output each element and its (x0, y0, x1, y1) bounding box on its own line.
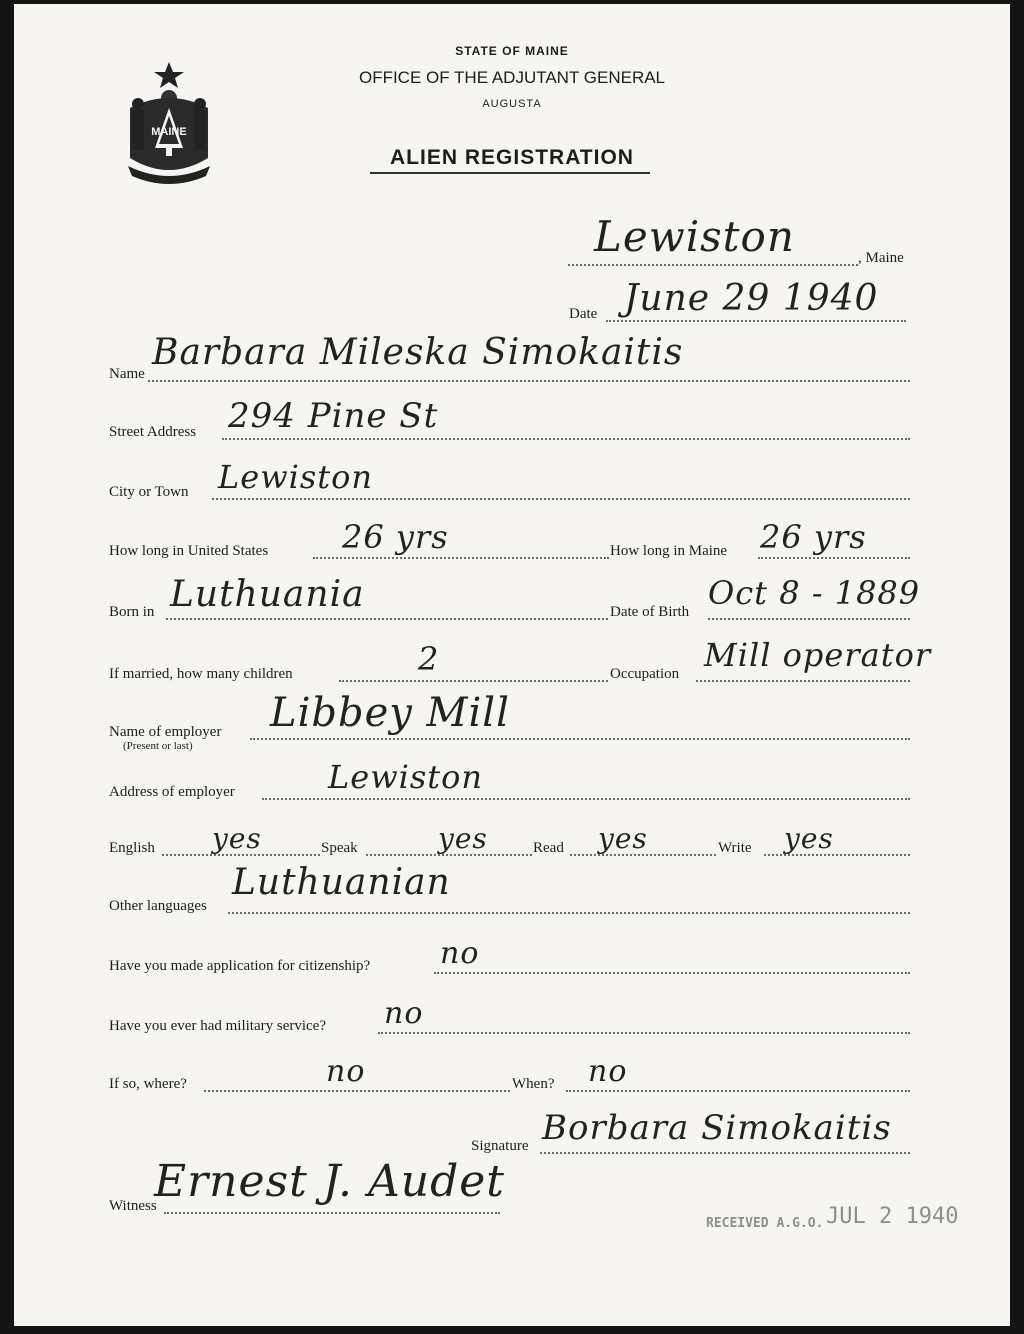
employer-value: Libbey Mill (270, 690, 510, 736)
occupation-value: Mill operator (704, 636, 932, 674)
when-line (566, 1090, 910, 1092)
name-line (148, 380, 910, 382)
other-languages-line (228, 912, 910, 914)
place-line (568, 264, 858, 266)
english-value: yes (212, 822, 262, 855)
read-label: Read (533, 840, 564, 856)
children-label: If married, how many children (109, 666, 293, 682)
witness-label: Witness (109, 1198, 157, 1214)
read-value: yes (598, 822, 648, 855)
dob-line (708, 618, 910, 620)
write-label: Write (718, 840, 752, 856)
born-line (166, 618, 608, 620)
received-stamp-date: JUL 2 1940 (826, 1204, 959, 1229)
title-underline (370, 172, 650, 174)
children-value: 2 (418, 640, 440, 678)
where-value: no (326, 1054, 366, 1089)
city-line (212, 498, 910, 500)
signature-value: Borbara Simokaitis (542, 1108, 892, 1148)
citizenship-label: Have you made application for citizenship? (109, 958, 371, 974)
speak-value: yes (438, 822, 488, 855)
born-label: Born in (109, 604, 155, 620)
signature-line (540, 1152, 910, 1154)
employer-line (250, 738, 910, 740)
years-maine-value: 26 yrs (760, 518, 867, 556)
years-us-line (313, 557, 609, 559)
military-line (378, 1032, 910, 1034)
dob-value: Oct 8 - 1889 (708, 574, 921, 612)
city-heading: AUGUSTA (482, 98, 542, 110)
years-maine-label: How long in Maine (610, 543, 728, 559)
state-heading: STATE OF MAINE (455, 44, 569, 58)
place-suffix: , Maine (858, 250, 904, 266)
employer-label: Name of employer (109, 724, 222, 740)
date-value: June 29 1940 (624, 278, 879, 319)
english-label: English (109, 840, 155, 856)
occupation-label: Occupation (610, 666, 680, 682)
employer-address-label: Address of employer (109, 784, 235, 800)
military-label: Have you ever had military service? (109, 1018, 326, 1034)
when-label: When? (512, 1076, 555, 1092)
name-label: Name (109, 366, 145, 382)
children-line (339, 680, 608, 682)
dob-label: Date of Birth (610, 604, 690, 620)
form-title: ALIEN REGISTRATION (390, 146, 634, 169)
where-label: If so, where? (109, 1076, 187, 1092)
name-value: Barbara Mileska Simokaitis (152, 332, 684, 373)
date-label: Date (569, 306, 598, 322)
years-us-value: 26 yrs (342, 518, 449, 556)
witness-value: Ernest J. Audet (154, 1156, 505, 1207)
when-value: no (588, 1054, 628, 1089)
other-languages-value: Luthuanian (232, 862, 451, 903)
employer-sub-label: (Present or last) (123, 740, 193, 752)
received-stamp: RECEIVED A.G.O. (706, 1216, 824, 1231)
witness-line (164, 1212, 500, 1214)
military-value: no (384, 996, 424, 1031)
street-value: 294 Pine St (228, 396, 439, 436)
other-languages-label: Other languages (109, 898, 207, 914)
where-line (204, 1090, 510, 1092)
occupation-line (696, 680, 910, 682)
write-value: yes (784, 822, 834, 855)
office-heading: OFFICE OF THE ADJUTANT GENERAL (358, 68, 666, 87)
born-value: Luthuania (170, 574, 365, 615)
street-line (222, 438, 910, 440)
alien-registration-form (14, 4, 1010, 1326)
place-value: Lewiston (594, 212, 795, 261)
years-maine-line (758, 557, 910, 559)
signature-label: Signature (471, 1138, 529, 1154)
city-value: Lewiston (218, 458, 373, 496)
seal-motto: MAINE (151, 126, 187, 138)
city-label: City or Town (109, 484, 189, 500)
employer-address-value: Lewiston (328, 758, 483, 796)
citizenship-value: no (440, 936, 480, 971)
speak-label: Speak (321, 840, 358, 856)
years-us-label: How long in United States (109, 543, 269, 559)
employer-address-line (262, 798, 910, 800)
street-label: Street Address (109, 424, 197, 440)
date-line (606, 320, 906, 322)
citizenship-line (434, 972, 910, 974)
